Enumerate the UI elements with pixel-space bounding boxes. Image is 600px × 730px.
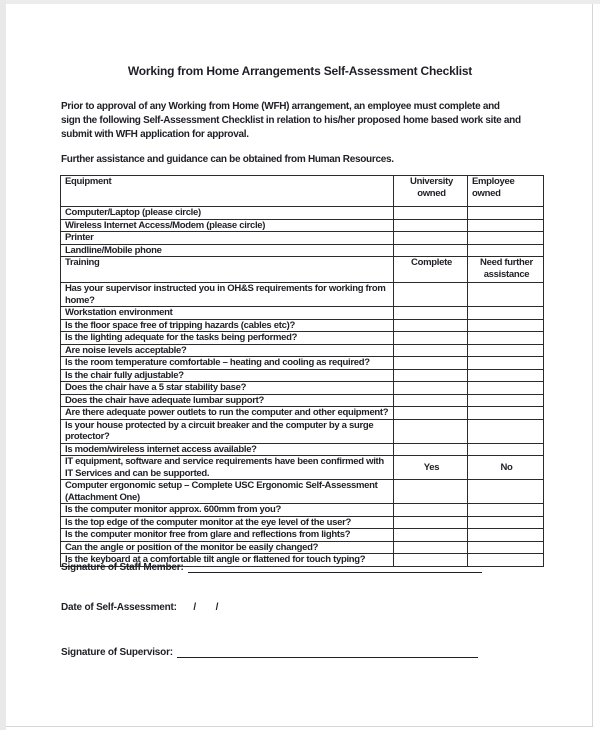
row-label-cell: Is the lighting adequate for the tasks being performed? — [61, 332, 394, 345]
answer-cell-right — [468, 394, 544, 407]
answer-cell-right — [468, 244, 544, 257]
answer-cell-right — [468, 407, 544, 420]
table-row — [61, 207, 544, 220]
answer-cell-right — [468, 529, 544, 542]
answer-cell-left — [394, 529, 468, 542]
answer-cell-left: Yes — [394, 456, 468, 480]
answer-cell-right — [468, 283, 544, 307]
supervisor-signature-line — [177, 648, 478, 658]
hr-assistance-note: Further assistance and guidance can be obtained from Human Resources. — [61, 154, 394, 165]
row-label-cell: Is modem/wireless internet access available? — [61, 443, 394, 456]
date-label: Date of Self-Assessment: — [61, 602, 177, 613]
row-label-cell: IT equipment, software and service requirements have been confirmed with IT Services and can be supported. — [61, 456, 394, 480]
table-row — [61, 456, 544, 480]
row-label-cell: Does the chair have adequate lumbar support? — [61, 394, 394, 407]
row-label-cell: Wireless Internet Access/Modem (please circle) — [61, 219, 394, 232]
row-label-cell: Has your supervisor instructed you in OH&S requirements for working from home? — [61, 283, 394, 307]
answer-cell-left — [394, 516, 468, 529]
table-row — [61, 244, 544, 257]
table-row — [61, 541, 544, 554]
answer-cell-left — [394, 344, 468, 357]
answer-cell-left — [394, 480, 468, 504]
page-edge-right — [592, 4, 593, 727]
intro-paragraph: Prior to approval of any Working from Home (WFH) arrangement, an employee must complete and sign the following Self-Assessment Checklist in relation to his/her proposed home based work site and submit with WFH application for approval. — [61, 101, 521, 140]
answer-cell-right — [468, 504, 544, 517]
table-row — [61, 394, 544, 407]
answer-cell-right — [468, 382, 544, 395]
supervisor-signature-row — [61, 647, 478, 658]
table-row — [61, 344, 544, 357]
table-row — [61, 219, 544, 232]
table-row — [61, 369, 544, 382]
table-row — [61, 480, 544, 504]
table-row — [61, 504, 544, 517]
answer-cell-right: Need further assistance — [468, 257, 544, 283]
row-label-cell: Is the top edge of the computer monitor at the eye level of the user? — [61, 516, 394, 529]
answer-cell-right — [468, 541, 544, 554]
row-label-cell: Is the room temperature comfortable – heating and cooling as required? — [61, 357, 394, 370]
answer-cell-right — [468, 443, 544, 456]
table-row — [61, 319, 544, 332]
table-row — [61, 307, 544, 320]
answer-cell-right — [468, 419, 544, 443]
answer-cell-right — [468, 516, 544, 529]
row-label-cell: Training — [61, 257, 394, 283]
answer-cell-left — [394, 369, 468, 382]
answer-cell-left — [394, 541, 468, 554]
row-label-cell: Equipment — [61, 176, 394, 207]
answer-cell-left — [394, 394, 468, 407]
row-label-cell: Computer ergonomic setup – Complete USC Ergonomic Self-Assessment (Attachment One) — [61, 480, 394, 504]
row-label-cell: Is the floor space free of tripping hazards (cables etc)? — [61, 319, 394, 332]
answer-cell-right — [468, 319, 544, 332]
table-row — [61, 283, 544, 307]
answer-cell-left — [394, 419, 468, 443]
row-label-cell: Are noise levels acceptable? — [61, 344, 394, 357]
row-label-cell: Are there adequate power outlets to run the computer and other equipment? — [61, 407, 394, 420]
date-of-self-assessment-row — [61, 602, 218, 613]
table-row — [61, 419, 544, 443]
page-edge-top — [0, 0, 600, 4]
table-row — [61, 232, 544, 245]
answer-cell-left — [394, 357, 468, 370]
answer-cell-left — [394, 244, 468, 257]
answer-cell-right — [468, 232, 544, 245]
table-row — [61, 332, 544, 345]
answer-cell-right — [468, 332, 544, 345]
row-label-cell: Is the keyboard at a comfortable tilt angle or flattened for touch typing? — [61, 554, 394, 567]
answer-cell-left — [394, 332, 468, 345]
row-label-cell: Is the chair fully adjustable? — [61, 369, 394, 382]
checklist-table — [60, 175, 544, 567]
staff-signature-line — [188, 563, 482, 573]
answer-cell-right: No — [468, 456, 544, 480]
answer-cell-right — [468, 344, 544, 357]
row-label-cell: Is your house protected by a circuit breaker and the computer by a surge protector? — [61, 419, 394, 443]
checklist-body — [61, 176, 544, 567]
table-row — [61, 443, 544, 456]
answer-cell-left — [394, 283, 468, 307]
answer-cell-left — [394, 504, 468, 517]
answer-cell-right — [468, 219, 544, 232]
table-row — [61, 382, 544, 395]
page-title: Working from Home Arrangements Self-Assessment Checklist — [127, 64, 473, 78]
answer-cell-left — [394, 443, 468, 456]
row-label-cell: Is the computer monitor approx. 600mm from you? — [61, 504, 394, 517]
date-slash-2: / — [215, 602, 219, 613]
answer-cell-right — [468, 369, 544, 382]
table-row — [61, 407, 544, 420]
answer-cell-left — [394, 319, 468, 332]
table-row — [61, 176, 544, 207]
row-label-cell: Is the computer monitor free from glare and reflections from lights? — [61, 529, 394, 542]
staff-signature-row — [61, 562, 482, 573]
row-label-cell: Computer/Laptop (please circle) — [61, 207, 394, 220]
table-row — [61, 529, 544, 542]
answer-cell-right — [468, 480, 544, 504]
row-label-cell: Can the angle or position of the monitor be easily changed? — [61, 541, 394, 554]
page-edge-bottom — [6, 726, 593, 727]
table-row — [61, 357, 544, 370]
answer-cell-left: Complete — [394, 257, 468, 283]
row-label-cell: Workstation environment — [61, 307, 394, 320]
answer-cell-left — [394, 382, 468, 395]
answer-cell-right: Employee owned — [468, 176, 544, 207]
answer-cell-right — [468, 207, 544, 220]
page-edge-left — [0, 0, 6, 730]
supervisor-signature-label: Signature of Supervisor: — [61, 647, 173, 658]
table-row — [61, 257, 544, 283]
answer-cell-left — [394, 232, 468, 245]
table-row — [61, 516, 544, 529]
staff-signature-label: Signature of Staff Member: — [61, 562, 184, 573]
answer-cell-left — [394, 207, 468, 220]
answer-cell-left — [394, 407, 468, 420]
date-slash-1: / — [193, 602, 196, 613]
answer-cell-left: University owned — [394, 176, 468, 207]
row-label-cell: Printer — [61, 232, 394, 245]
row-label-cell: Does the chair have a 5 star stability base? — [61, 382, 394, 395]
row-label-cell: Landline/Mobile phone — [61, 244, 394, 257]
answer-cell-right — [468, 307, 544, 320]
answer-cell-left — [394, 307, 468, 320]
answer-cell-left — [394, 219, 468, 232]
answer-cell-right — [468, 357, 544, 370]
